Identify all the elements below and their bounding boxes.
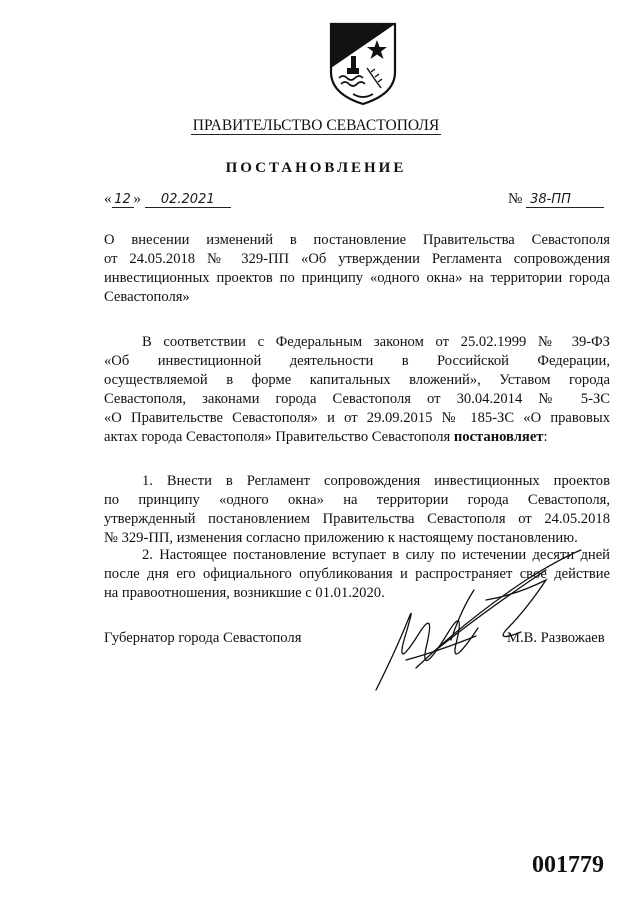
date-day: 12 xyxy=(112,192,134,208)
preamble-line: осуществляемой в форме капитальных вложений», Уставом города xyxy=(104,372,610,388)
preamble-paragraph xyxy=(104,333,610,447)
subject-line: от 24.05.2018 № 329-ПП «Об утверждении Регламента сопровождения xyxy=(104,251,610,267)
item-line: № 329-ПП, изменения согласно приложению к настоящему постановлению. xyxy=(104,530,578,546)
date-quote-close: » xyxy=(133,191,141,207)
item-line: на правоотношения, возникшие с 01.01.2020. xyxy=(104,585,385,601)
decree-punct: : xyxy=(543,429,548,445)
item-line: утвержденный постановлением Правительства Севастополя от 24.05.2018 xyxy=(104,511,610,527)
decree-item-1 xyxy=(104,472,610,548)
date-quote-open: « xyxy=(104,191,112,207)
organization-title: ПРАВИТЕЛЬСТВО СЕВАСТОПОЛЯ xyxy=(192,117,440,134)
number-prefix: № xyxy=(508,191,523,207)
signer-name: М.В. Развожаев xyxy=(507,630,605,646)
date-month-year: 02.2021 xyxy=(145,192,231,208)
preamble-line-last xyxy=(104,428,610,447)
handwritten-signature-icon xyxy=(346,540,596,700)
coat-of-arms-icon xyxy=(323,22,403,106)
preamble-line: актах города Севастополя» Правительство Севастополя xyxy=(104,429,451,445)
item-line: по принципу «одного окна» на территории города Севастополя, xyxy=(104,492,610,508)
subject-line: инвестиционных проектов по принципу «одного окна» на территории города xyxy=(104,270,610,286)
document-date xyxy=(104,191,231,208)
document-type-heading: ПОСТАНОВЛЕНИЕ xyxy=(225,160,407,176)
subject-line: О внесении изменений в постановление Правительства Севастополя xyxy=(104,232,610,248)
decree-word: постановляет xyxy=(453,429,544,445)
preamble-line: «О Правительстве Севастополя» и от 29.09.2015 № 185-ЗС «О правовых xyxy=(104,410,610,426)
document-serial-number: 001779 xyxy=(532,852,604,878)
item-line: 2. Настоящее постановление вступает в силу по истечении десяти дней xyxy=(142,547,610,563)
document-subject xyxy=(104,231,610,307)
preamble-line: Севастополя, законами города Севастополя от 30.04.2014 № 5-ЗС xyxy=(104,391,610,407)
preamble-line: «Об инвестиционной деятельности в Российской Федерации, xyxy=(104,353,610,369)
document-number xyxy=(508,191,604,208)
item-line: после дня его официального опубликования и распространяет свое действие xyxy=(104,566,610,582)
subject-line: Севастополя» xyxy=(104,289,190,305)
signer-role: Губернатор города Севастополя xyxy=(104,630,302,646)
preamble-line: В соответствии с Федеральным законом от 25.02.1999 № 39-ФЗ xyxy=(142,334,610,350)
number-value: 38-ПП xyxy=(526,192,604,208)
item-line: 1. Внести в Регламент сопровождения инвестиционных проектов xyxy=(142,473,610,489)
